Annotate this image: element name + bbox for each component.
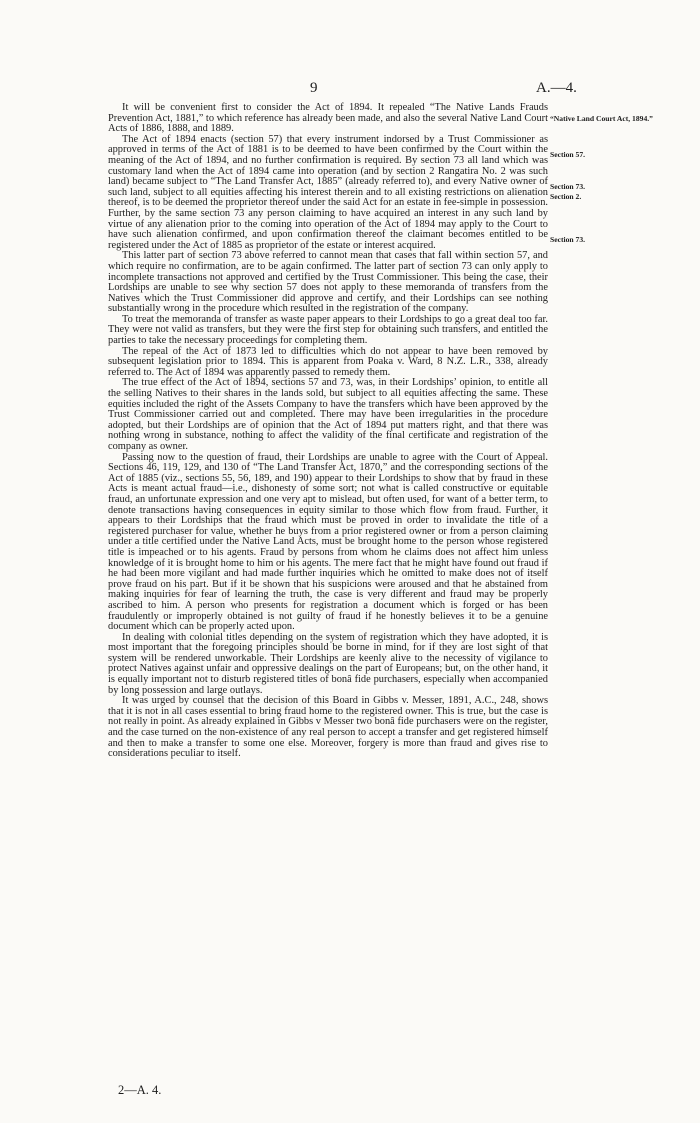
paragraph: To treat the memoranda of transfer as waste paper appears to their Lordships to go a great deal too far. They were not valid as transfers, but they were the first step for obtaining such transfers, and entitled the parties to take the necessary proceedings for completing them. [108,313,548,347]
margin-note: Section 73. [550,182,586,191]
margin-note: “Native Land Court Act, 1894.” [550,114,653,123]
margin-note: Section 57. [550,150,586,159]
paragraph: In dealing with colonial titles depending on the system of registration which they have adopted, it is most important that the foregoing principles should be borne in mind, for if they are lost sight of that system will be rendered unworkable. Their Lordships are keenly alive to the necessity of vigilance to protect Natives against unfair and oppressive dealings on the part of Europeans; but, on the other hand, it is equally important not to disturb registered titles of bonâ fide purchasers, especially when accompanied by long possession and large outlays. [108,631,548,696]
margin-note: Section 73. [550,235,586,244]
paragraph: The Act of 1894 enacts (section 57) that every instrument indorsed by a Trust Commissioner as approved in terms of the Act of 1881 is to be deemed to have been confirmed by the Court within the meaning of the Act of 1894, and no further confirmation is required. By section 73 all land which was customary land when the Act of 1894 came into operation (and by section 2 Rangatira No. 2 was such land) became subject to “The Land Transfer Act, 1885” (already referred to), and every Native owner of such land, subject to all equities affecting his interest therein and to all existing restrictions on alienation thereof, is to be deemed the proprietor thereof under the said Act for an estate in fee-simple in possession. Further, by the same section 73 any person claiming to have acquired an interest in any such land by virtue of any alienation prior to the coming into operation of the Act of 1894 may apply to the Court to have such alienation confirmed, and upon confirmation thereof the claimant becomes entitled to be registered under the Act of 1885 as proprietor of the estate or interest acquired. [108,133,548,251]
paragraph: The repeal of the Act of 1873 led to difficulties which do not appear to have been removed by subsequent legislation prior to 1894. This is apparent from Poaka v. Ward, 8 N.Z. L.R., 338, already referred to. The Act of 1894 was apparently passed to remedy them. [108,345,548,378]
paragraph: This latter part of section 73 above referred to cannot mean that cases that fall within section 57, and which require no confirmation, are to be again confirmed. The latter part of section 73 can only apply to incomplete transactions not approved and certified by the Trust Commissioner. This being the case, their Lordships are unable to see why section 57 does not apply to these memoranda of transfers from the Natives which the Trust Commissioner did approve and certify, and their Lordships can see nothing substantially wrong in the procedure which resulted in the registration of the company. [108,250,548,315]
page-number: 9 [310,80,318,96]
footer-signature: 2—A. 4. [118,1083,162,1097]
paragraph: The true effect of the Act of 1894, sections 57 and 73, was, in their Lordships’ opinion, to entitle all the selling Natives to their shares in the lands sold, but subject to all equities affecting the same. These equities included the right of the Assets Company to have the transfers which have been approved by the Trust Commissioner carried out and completed. There may have been irregularities in the procedure adopted, but their Lordships are of opinion that the Act of 1894 put matters right, and that there was nothing wrong in substance, nothing to affect the validity of the final certificate and registration of the company as owner. [108,377,548,452]
document-body [108,103,548,760]
paragraph: It was urged by counsel that the decision of this Board in Gibbs v. Messer, 1891, A.C., 248, shows that it is not in all cases essential to bring fraud home to the registered owner. This is true, but the case is not really in point. As already explained in Gibbs v Messer two bonâ fide purchasers were on the register, and the case turned on the non-existence of any real person to accept a transfer and get registered himself and then to make a transfer to some one else. Moreover, forgery is more than fraud and gives rise to considerations peculiar to itself. [108,695,548,760]
paragraph: It will be convenient first to consider the Act of 1894. It repealed “The Native Lands Frauds Prevention Act, 1881,” to which reference has already been made, and also the several Native Land Court Acts of 1886, 1888, and 1889. [108,102,548,135]
margin-note: Section 2. [550,192,582,201]
paragraph: Passing now to the question of fraud, their Lordships are unable to agree with the Court of Appeal. Sections 46, 119, 129, and 130 of “The Land Transfer Act, 1870,” and the corresponding sections of the Act of 1885 (viz., sections 55, 56, 189, and 190) appear to their Lordships to show that by fraud in these Acts is meant actual fraud—i.e., dishonesty of some sort; not what is called constructive or equitable fraud, an unfortunate expression and one very apt to mislead, but often used, for want of a better term, to denote transactions having consequences in equity similar to those which flow from fraud. Further, it appears to their Lordships that the fraud which must be proved in order to invalidate the title of a registered purchaser for value, whether he buys from a prior registered owner or from a person claiming under a title certified under the Native Land Acts, must be brought home to the person whose registered title is impeached or to his agents. Fraud by persons from whom he claims does not affect him unless knowledge of it is brought home to him or his agents. The mere fact that he might have found out fraud if he had been more vigilant and had made further inquiries which he omitted to make does not of itself prove fraud on his part. But if it be shown that his suspicions were aroused and that he abstained from making inquiries for fear of learning the truth, the case is very different and fraud may be properly ascribed to him. A person who presents for registration a document which is forged or has been fraudulently or improperly obtained is not guilty of fraud if he honestly believes it to be a genuine document which can be properly acted upon. [108,451,548,633]
document-reference: A.—4. [536,80,577,96]
